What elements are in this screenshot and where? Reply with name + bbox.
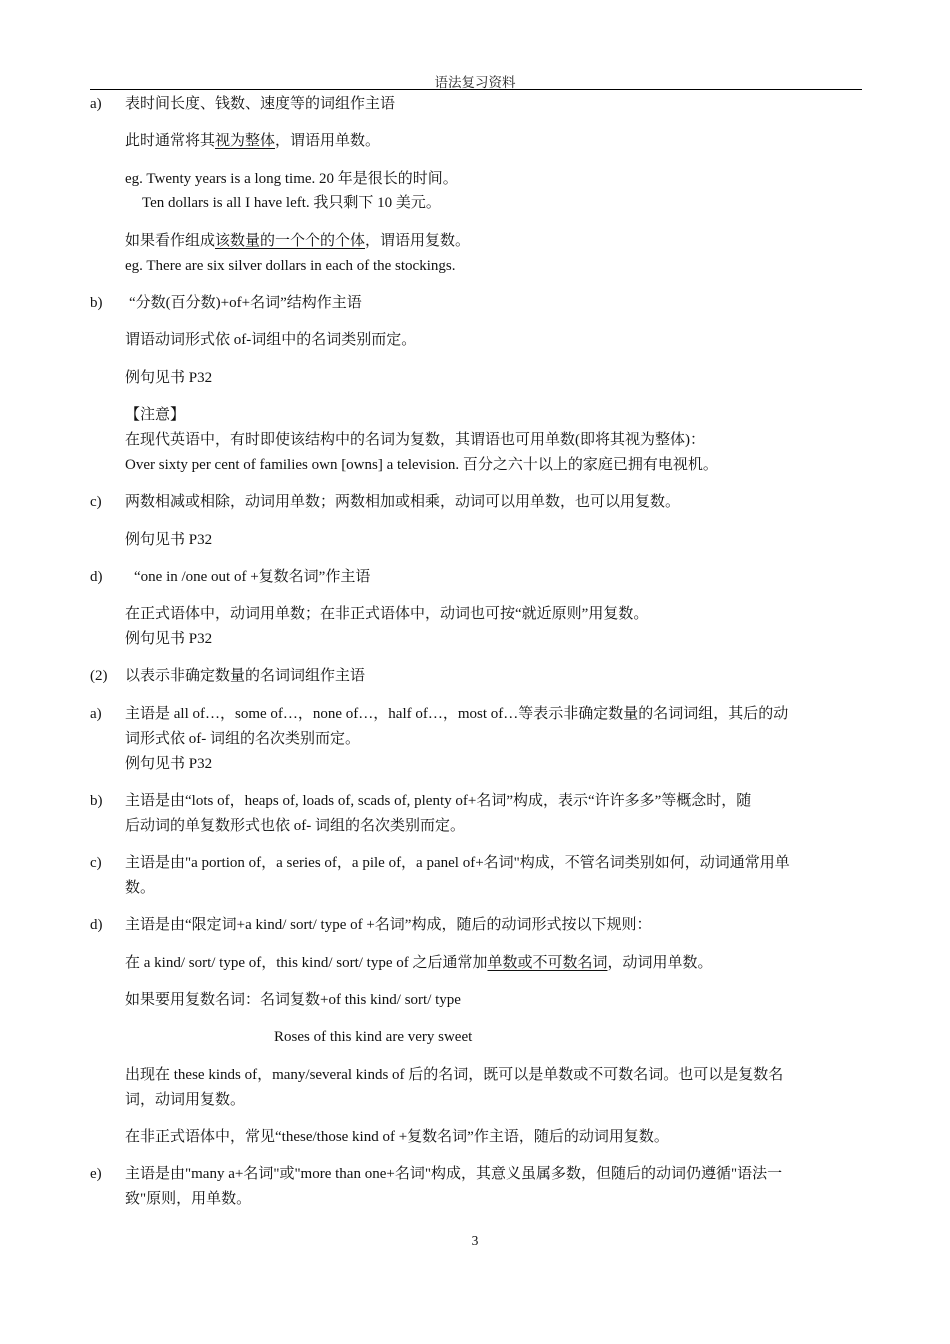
item-label: a) [90,96,102,112]
paragraph: 数。 [125,880,156,896]
paragraph: 主语是由“lots of，heaps of, loads of, scads of, plenty of+名词”构成，表示“许许多多”等概念时，随 [125,793,752,809]
paragraph: 在正式语体中，动词用单数；在非正式语体中，动词也可按“就近原则”用复数。 [125,606,649,622]
paragraph: 例句见书 P32 [125,756,213,772]
paragraph: 主语是 all of…，some of…，none of…，half of…，most of…等表示非确定数量的名词词组，其后的动 [125,706,789,722]
item-label: c) [90,494,102,510]
paragraph: 此时通常将其视为整体，谓语用单数。 [125,133,381,149]
paragraph: 词，动词用复数。 [125,1092,246,1108]
item-label: c) [90,855,102,871]
item-title: 两数相减或相除，动词用单数；两数相加或相乘，动词可以用单数，也可以用复数。 [125,494,681,510]
paragraph: 在现代英语中，有时即使该结构中的名词为复数，其谓语也可用单数(即将其视为整体)： [125,432,705,448]
paragraph: 如果要用复数名词：名词复数+of this kind/ sort/ type [125,992,461,1008]
example-sentence: Over sixty per cent of families own [owns] a television. 百分之六十以上的家庭已拥有电视机。 [125,457,718,473]
paragraph: 例句见书 P32 [125,370,213,386]
item-label: d) [90,569,103,585]
note-title: 【注意】 [125,407,186,423]
paragraph: 例句见书 P32 [125,631,213,647]
paragraph: 在非正式语体中，常见“these/those kind of +复数名词”作主语，随后的动词用复数。 [125,1129,669,1145]
section-title: 以表示非确定数量的名词词组作主语 [125,668,366,684]
item-title: 主语是由“限定词+a kind/ sort/ type of +名词”构成，随后的动词形式按以下规则： [125,917,652,933]
paragraph: 主语是由"a portion of，a series of，a pile of，a panel of+名词"构成，不管名词类别如何，动词通常用单 [125,855,790,871]
item-label: b) [90,793,103,809]
item-title: “分数(百分数)+of+名词”结构作主语 [129,295,362,311]
item-title: 表时间长度、钱数、速度等的词组作主语 [125,96,396,112]
paragraph: 致"原则，用单数。 [125,1191,252,1207]
item-label: a) [90,706,102,722]
header-title: 语法复习资料 [434,75,516,90]
paragraph: 例句见书 P32 [125,532,213,548]
example-sentence: eg. Twenty years is a long time. 20 年是很长的时间。 [125,171,458,187]
paragraph: 在 a kind/ sort/ type of，this kind/ sort/ type of 之后通常加单数或不可数名词，动词用单数。 [125,955,713,971]
underlined-text: 视为整体 [215,133,276,149]
example-sentence: eg. There are six silver dollars in each of the stockings. [125,258,456,274]
underlined-text: 单数或不可数名词 [487,955,608,971]
item-label: d) [90,917,103,933]
header-divider [90,89,862,90]
underlined-text: 该数量的一个个的个体 [215,233,366,249]
paragraph: 谓语动词形式依 of-词组中的名词类别而定。 [125,332,417,348]
example-sentence: Roses of this kind are very sweet [274,1029,473,1045]
item-label: b) [90,295,103,311]
paragraph: 出现在 these kinds of，many/several kinds of 后的名词，既可以是单数或不可数名词。也可以是复数名 [125,1067,784,1083]
section-label: (2) [90,668,108,684]
item-title: “one in /one out of +复数名词”作主语 [134,569,371,585]
page-number: 3 [471,1233,479,1248]
example-sentence: Ten dollars is all I have left. 我只剩下 10 美元。 [142,195,441,211]
item-label: e) [90,1166,102,1182]
paragraph: 主语是由"many a+名词"或"more than one+名词"构成，其意义虽属多数，但随后的动词仍遵循"语法一 [125,1166,783,1182]
paragraph: 如果看作组成该数量的一个个的个体，谓语用复数。 [125,233,471,249]
paragraph: 词形式依 of- 词组的名次类别而定。 [125,731,360,747]
paragraph: 后动词的单复数形式也依 of- 词组的名次类别而定。 [125,818,465,834]
